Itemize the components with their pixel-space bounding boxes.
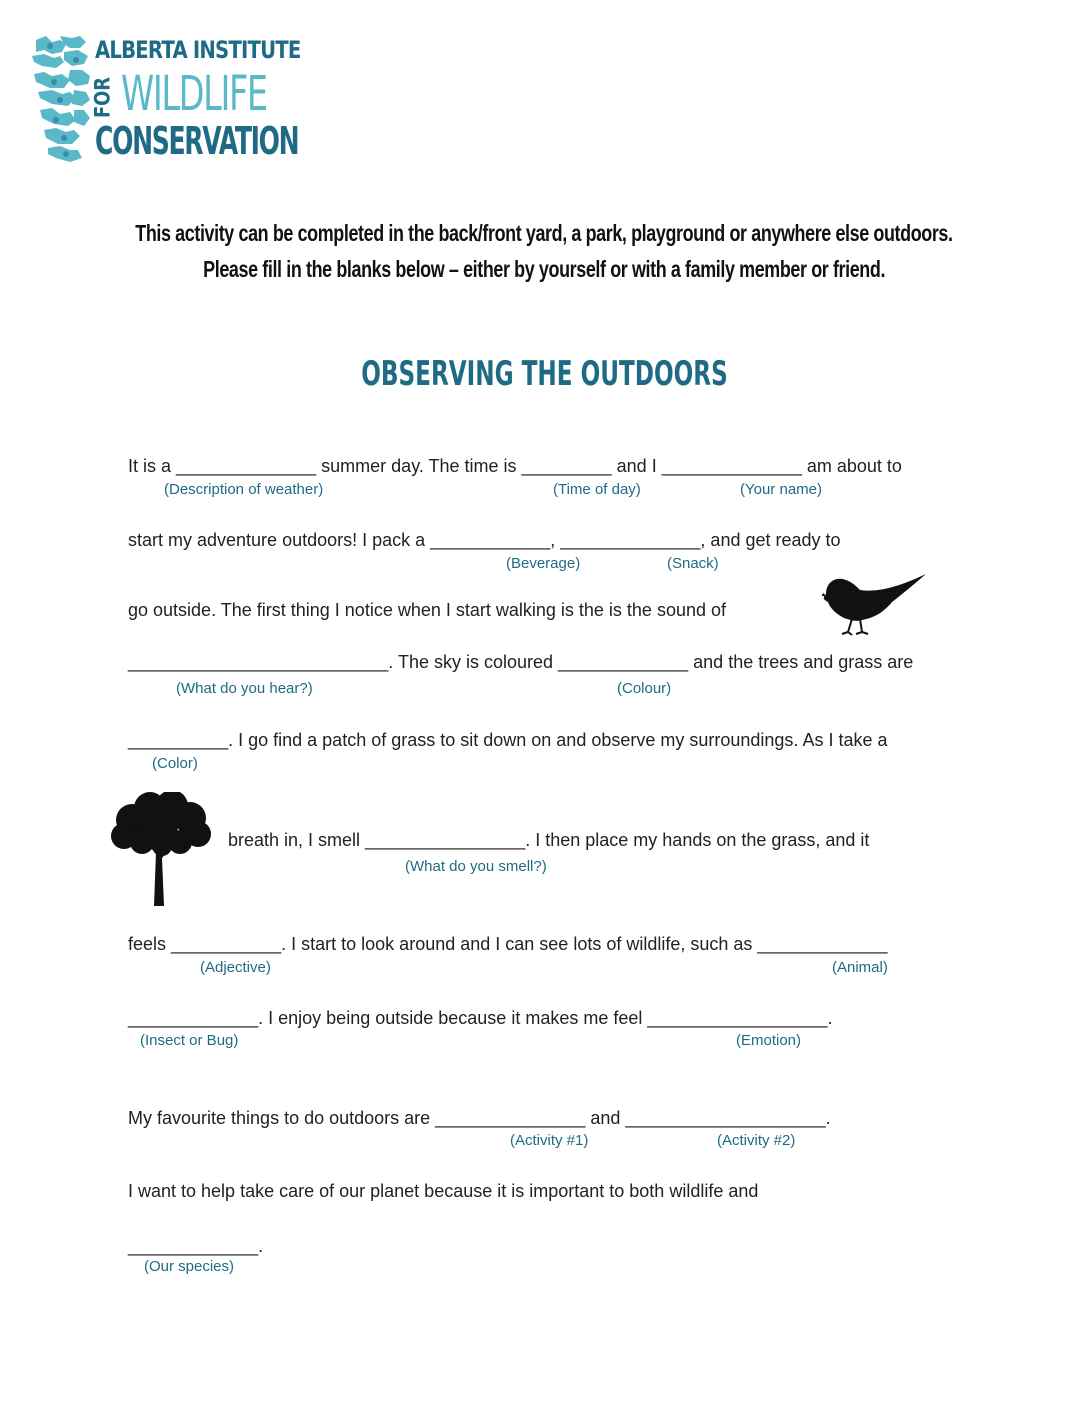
story-line-11: _____________. — [128, 1236, 264, 1256]
story-line-3: go outside. The first thing I notice when I start walking is the is the sound of — [128, 600, 726, 620]
story-line-7: feels ___________. I start to look around and I can see lots of wildlife, such as _____________ — [128, 934, 888, 954]
logo — [30, 34, 301, 164]
hint-name: (Your name) — [740, 481, 822, 498]
hint-colour: (Colour) — [617, 680, 672, 697]
hint-beverage: (Beverage) — [506, 555, 581, 572]
hint-weather: (Description of weather) — [164, 481, 324, 498]
hint-adjective: (Adjective) — [200, 959, 271, 976]
story-line-9: My favourite things to do outdoors are _______________ and ____________________. — [128, 1108, 831, 1128]
hint-time: (Time of day) — [553, 481, 641, 498]
story-line-5: __________. I go find a patch of grass to sit down on and observe my surroundings. As I take a — [128, 730, 888, 750]
story-line-1: It is a ______________ summer day. The time is _________ and I ______________ am about to — [128, 456, 902, 476]
bird-icon — [822, 572, 930, 638]
logo-for — [90, 69, 117, 125]
tree-icon — [110, 792, 212, 908]
hint-snack: (Snack) — [667, 555, 719, 572]
logo-line-conservation: CONSERVATION — [95, 119, 299, 163]
page-title: OBSERVING THE OUTDOORS — [360, 354, 728, 394]
hint-color: (Color) — [152, 755, 198, 772]
intro-line-1: This activity can be completed in the back/front yard, a park, playground or anywhere else outdoors. — [135, 220, 953, 246]
hint-emotion: (Emotion) — [736, 1032, 802, 1049]
hint-animal: (Animal) — [832, 959, 888, 976]
animal-collage-icon — [30, 34, 92, 162]
intro-line-2: Please fill in the blanks below – either by yourself or with a family member or friend. — [203, 256, 885, 282]
hint-activity-2: (Activity #2) — [717, 1132, 796, 1149]
hint-insect: (Insect or Bug) — [140, 1032, 239, 1049]
hint-species: (Our species) — [144, 1258, 235, 1275]
story-line-4: __________________________. The sky is coloured _____________ and the trees and grass are — [128, 652, 914, 672]
logo-line-wildlife: WILDLIFE — [121, 66, 267, 122]
hint-hear: (What do you hear?) — [176, 680, 313, 697]
story-line-8: _____________. I enjoy being outside because it makes me feel __________________. — [128, 1008, 833, 1028]
hint-activity-1: (Activity #1) — [510, 1132, 589, 1149]
story-line-2: start my adventure outdoors! I pack a ____________, ______________, and get ready to — [128, 530, 841, 550]
logo-line-alberta: ALBERTA INSTITUTE — [95, 36, 301, 64]
story-line-6: breath in, I smell ________________. I then place my hands on the grass, and it — [228, 830, 870, 850]
story-line-10: I want to help take care of our planet because it is important to both wildlife and — [128, 1181, 759, 1201]
hint-smell: (What do you smell?) — [405, 858, 547, 875]
logo-for-text: FOR — [90, 76, 115, 119]
